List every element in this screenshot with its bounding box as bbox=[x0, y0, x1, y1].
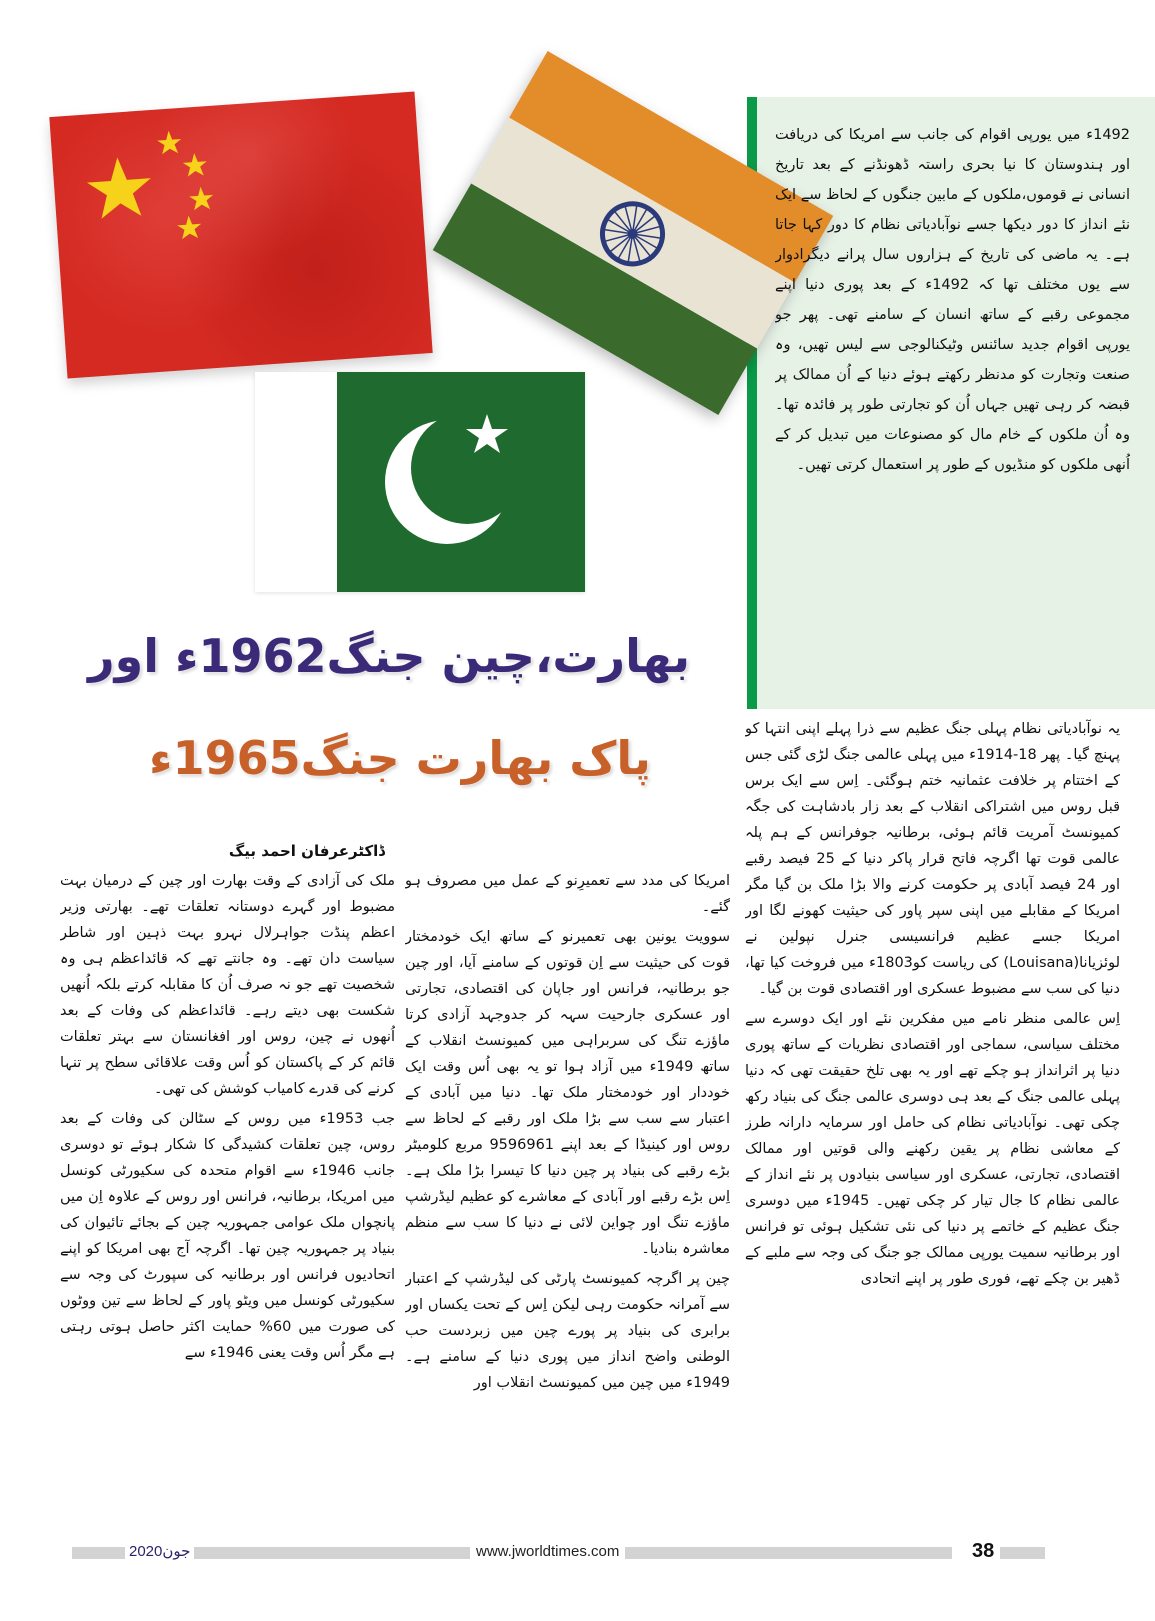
paragraph: اِس عالمی منظر نامے میں مفکرین نئے اور ایک دوسرے سے مختلف سیاسی، سماجی اور اقتصادی نظریات کے ساتھ پوری دنیا پر اثرانداز ہو چکے تھے اور یہ بھی تلخ حقیقت تھی کہ دنیا پہلی عالمی جنگ کے بعد ہی دوسری عالمی جنگ کی بنیاد رکھ چکی تھی۔ نوآبادیاتی نظام کی حامل اور سرمایہ دارانہ طرز کے معاشی نظام پر یقین رکھنے والی قوتیں اور ممالک اقتصادی، تجارتی، عسکری اور سیاسی بنیادوں پر نئے انداز کے عالمی نظام کا جال تیار کر چکی تھیں۔ 1945ء میں دوسری جنگ عظیم کے خاتمے پر دنیا کی نئی تشکیل ہوئی تو فرانس اور برطانیہ سمیت یورپی ممالک جو جنگ کی وجہ سے ملبے کے ڈھیر بن چکے تھے، فوری طور پر اپنے اتحادی bbox=[745, 1011, 1120, 1287]
paragraph: ملک کی آزادی کے وقت بھارت اور چین کے درمیان بہت مضبوط اور گہرے دوستانہ تعلقات تھے۔ بھارتی وزیر اعظم پنڈت جواہرلال نہرو بہت ذہین اور شاطر سیاست دان تھے۔ وہ جانتے تھے کہ قائداعظم ہی وہ شخصیت تھے جو نہ صرف اُن کا مقابلہ کرتے بلکہ اُنھیں شکست بھی دیتے رہے۔ قائداعظم کی وفات کے بعد اُنھوں نے چین، روس اور افغانستان سے بہتر تعلقات قائم کر کے پاکستان کو اُس وقت علاقائی سطح پر تنہا کرنے کی قدرے کامیاب کوشش کی تھی۔ bbox=[60, 873, 395, 1097]
paragraph: یہ نوآبادیاتی نظام پہلی جنگ عظیم سے ذرا پہلے اپنی انتہا کو پہنچ گیا۔ پھر 18-1914ء میں پہلی عالمی جنگ لڑی گئی جس کے اختتام پر خلافت عثمانیہ ختم ہوگئی۔ اِس سے ایک برس قبل روس میں اشتراکی انقلاب کے بعد زار بادشاہت کی جگہ کمیونسٹ آمریت قائم ہوئی، برطانیہ جوفرانس کے ہم پلہ عالمی قوت تھا اگرچہ فاتح قرار پاکر دنیا کے 25 فیصد رقبے اور 24 فیصد آبادی پر حکومت کرنے والا بڑا ملک بن گیا مگر امریکا کے مقابلے میں اپنی سپر پاور کی حیثیت کھونے لگا اور امریکا جسے عظیم فرانسیسی جنرل نپولین نے لوئزیانا(Louisana) کی ریاست کو1803ء میں فروخت کیا تھا، دنیا کی سب سے مضبوط عسکری اور اقتصادی قوت بن گیا۔ bbox=[745, 721, 1120, 997]
headline-line-1: بھارت،چین جنگ1962ء اور bbox=[88, 629, 690, 683]
column-middle bbox=[405, 868, 730, 1528]
sidebar-paragraph: 1492ء میں یورپی اقوام کی جانب سے امریکا کی دریافت اور ہندوستان کا نیا بحری راستہ ڈھونڈنے کے بعد تاریخ انسانی نے قوموں،ملکوں کے مابین جنگوں کے لحاظ سے ایک نئے انداز کا دور دیکھا جسے نوآبادیاتی نظام کا دور کہا جاتا ہے۔ یہ ماضی کی تاریخ کے ہزاروں سال پرانے دیگرادوار سے یوں مختلف تھا کہ 1492ء کے بعد پوری دنیا اپنے مجموعی رقبے کے ساتھ انسان کے سامنے تھی۔ پھر جو یورپی اقوام جدید سائنس وٹیکنالوجی سے لیس تھیں، وہ صنعت وتجارت کو مدنظر رکھتے ہوئے دنیا کے اُن ممالک پر قبضہ کر رہی تھیں جہاں اُن کو تجارتی طور پر فائدہ تھا۔ وہ اُن ملکوں کے خام مال کو مصنوعات میں تبدیل کر کے اُنھی ملکوں کو منڈیوں کے طور پر استعمال کرتی تھیں۔ bbox=[775, 127, 1130, 473]
sidebar-text bbox=[775, 120, 1130, 700]
crescent-star-icon bbox=[337, 372, 585, 592]
paragraph: جب 1953ء میں روس کے سٹالن کی وفات کے بعد روس، چین تعلقات کشیدگی کا شکار ہوئے تو دوسری جانب 1946ء سے اقوام متحدہ کی سکیورٹی کونسل میں امریکا، برطانیہ، فرانس اور روس کے علاوہ اِن میں پانچواں ملک عوامی جمہوریہ چین کے بجائے تائیوان کی بنیاد پر جمہوریہ چین تھا۔ اگرچہ آج بھی امریکا کو اپنے اتحادیوں فرانس اور برطانیہ کی سپورٹ کی وجہ سے سکیورٹی کونسل میں ویٹو پاور کے لحاظ سے تین ووٹوں کی صورت میں 60% حمایت اکثر حاصل ہوتی رہتی ہے مگر اُس وقت یعنی 1946ء سے bbox=[60, 1111, 395, 1361]
paragraph: چین پر اگرچہ کمیونسٹ پارٹی کی لیڈرشپ کے اعتبار سے آمرانہ حکومت رہی لیکن اِس کے تحت یکساں اور برابری کی بنیاد پر پورے چین میں زبردست حب الوطنی واضح انداز میں پوری دنیا کے سامنے ہے۔ 1949ء میں چین میں کمیونسٹ انقلاب اور bbox=[405, 1271, 730, 1391]
footer-website-link[interactable]: www.jworldtimes.com bbox=[470, 1541, 625, 1563]
page-number: 38 bbox=[968, 1538, 998, 1564]
footer-issue-date: جون2020 bbox=[125, 1541, 194, 1563]
china-flag-image bbox=[49, 92, 432, 379]
china-stars-icon bbox=[49, 92, 432, 379]
pakistan-flag-image bbox=[255, 372, 585, 592]
column-right bbox=[745, 716, 1120, 1528]
author-byline: ڈاکٹرعرفان احمد بیگ bbox=[228, 842, 385, 860]
paragraph: سوویت یونین بھی تعمیرنو کے ساتھ ایک خودمختار قوت کی حیثیت سے اِن قوتوں کے سامنے آیا، اور چین جو برطانیہ، فرانس اور جاپان کی اقتصادی، تجارتی اور عسکری جارحیت سہہ کر جدوجہد آزادی کرتا ماؤزے تنگ کی سربراہی میں کمیونسٹ انقلاب کے ساتھ 1949ء میں آزاد ہوا تو یہ بھی اُس وقت ایک خوددار اور خودمختار ملک تھا۔ دنیا میں آبادی کے اعتبار سے سب سے بڑا ملک اور رقبے کے لحاظ سے روس اور کینیڈا کے بعد اپنے 9596961 مربع کلومیٹر بڑے رقبے کی بنیاد پر چین دنیا کا تیسرا بڑا ملک ہے۔ اِس بڑے رقبے اور آبادی کے معاشرے کو عظیم لیڈرشپ ماؤزے تنگ اور چواین لائی نے دنیا کا سب سے منظم معاشرہ بنادیا۔ bbox=[405, 929, 730, 1257]
headline-line-2: پاک بھارت جنگ1965ء bbox=[149, 731, 651, 785]
column-left bbox=[60, 868, 395, 1528]
paragraph: امریکا کی مدد سے تعمیرِنو کے عمل میں مصروف ہو گئے۔ bbox=[405, 873, 730, 915]
footer-rule-right bbox=[1000, 1547, 1045, 1559]
